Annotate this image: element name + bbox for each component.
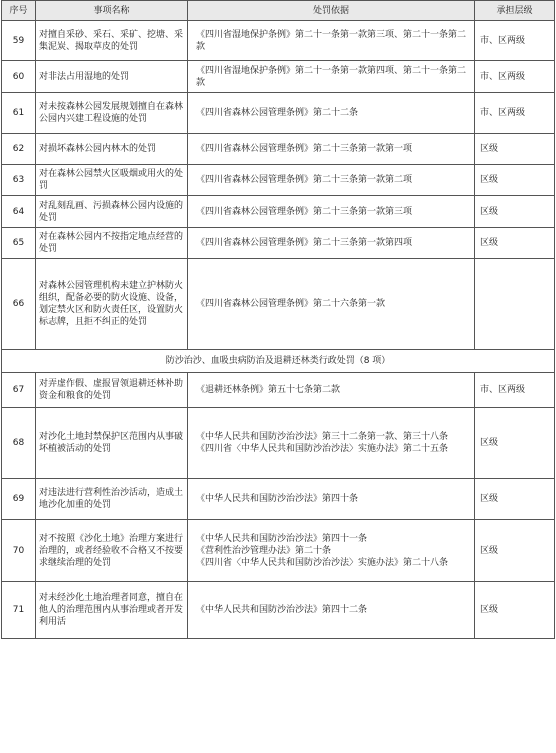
basis-line: 《四川省森林公园管理条例》第二十六条第一款 [196, 299, 386, 309]
table-row [2, 228, 555, 259]
row-item-name: 对不按照《沙化土地》治理方案进行治理的，或者经验收不合格又不按要求继续治理的处罚 [36, 520, 188, 582]
table-row [2, 61, 555, 93]
table-row [2, 259, 555, 350]
basis-line: 《四川省〈中华人民共和国防沙治沙法〉实施办法》第二十八条 [196, 557, 449, 568]
row-item-name: 对未按森林公园发展规划擅自在森林公园内兴建工程设施的处罚 [36, 93, 188, 134]
row-level: 区级 [475, 582, 555, 639]
table-body-b [2, 373, 555, 639]
penalty-table [1, 0, 555, 639]
row-penalty-basis [188, 21, 475, 61]
row-item-name: 对沙化土地封禁保护区范围内从事破坏植被活动的处罚 [36, 408, 188, 479]
row-level: 市、区两级 [475, 21, 555, 61]
row-penalty-basis [188, 373, 475, 408]
table-row [2, 582, 555, 639]
basis-line: 《四川省〈中华人民共和国防沙治沙法〉实施办法》第二十五条 [196, 444, 449, 454]
row-level: 区级 [475, 134, 555, 165]
basis-line: 《四川省森林公园管理条例》第二十二条 [196, 108, 359, 118]
row-number: 67 [2, 373, 36, 408]
table-row [2, 408, 555, 479]
row-item-name: 对森林公园管理机构未建立护林防火组织，配备必要的防火设施、设备，划定禁火区和防火责任区，设置防火标志牌，且拒不纠正的处罚 [36, 259, 188, 350]
row-penalty-basis [188, 408, 475, 479]
row-number: 62 [2, 134, 36, 165]
row-item-name: 对违法进行营利性治沙活动，造成土地沙化加重的处罚 [36, 479, 188, 520]
row-number: 71 [2, 582, 36, 639]
row-number: 68 [2, 408, 36, 479]
basis-line: 《四川省湿地保护条例》第二十一条第一款第三项、第二十一条第二款 [196, 29, 467, 52]
row-number: 61 [2, 93, 36, 134]
header-penalty-basis: 处罚依据 [188, 1, 475, 21]
basis-line: 《中华人民共和国防沙治沙法》第四十条 [196, 494, 359, 504]
basis-line: 《四川省森林公园管理条例》第二十三条第一款第四项 [196, 238, 413, 248]
row-penalty-basis [188, 520, 475, 582]
row-item-name: 对未经沙化土地治理者同意，擅自在他人的治理范围内从事治理或者开发利用活 [36, 582, 188, 639]
row-number: 66 [2, 259, 36, 350]
header-row [2, 1, 555, 21]
table-body-a [2, 21, 555, 350]
table-row [2, 479, 555, 520]
row-penalty-basis [188, 134, 475, 165]
row-number: 70 [2, 520, 36, 582]
row-number: 60 [2, 61, 36, 93]
row-item-name: 对损坏森林公园内林木的处罚 [36, 134, 188, 165]
section-title: 防沙治沙、血吸虫病防治及退耕还林类行政处罚（8 项） [2, 350, 555, 373]
row-level: 市、区两级 [475, 61, 555, 93]
basis-line: 《四川省湿地保护条例》第二十一条第一款第四项、第二十一条第二款 [196, 65, 467, 88]
row-penalty-basis [188, 479, 475, 520]
table-row [2, 21, 555, 61]
row-penalty-basis [188, 61, 475, 93]
table-row [2, 93, 555, 134]
row-level: 市、区两级 [475, 373, 555, 408]
row-penalty-basis [188, 165, 475, 196]
basis-line: 《四川省森林公园管理条例》第二十三条第一款第二项 [196, 175, 413, 185]
row-number: 64 [2, 196, 36, 228]
row-number: 63 [2, 165, 36, 196]
table-row [2, 196, 555, 228]
row-item-name: 对擅自采砂、采石、采矿、挖塘、采集泥炭、揭取草皮的处罚 [36, 21, 188, 61]
row-item-name: 对非法占用湿地的处罚 [36, 61, 188, 93]
row-penalty-basis [188, 196, 475, 228]
row-penalty-basis [188, 259, 475, 350]
basis-line: 《中华人民共和国防沙治沙法》第三十二条第一款、第三十八条 [196, 432, 449, 442]
header-level: 承担层级 [475, 1, 555, 21]
row-level [475, 259, 555, 350]
row-number: 65 [2, 228, 36, 259]
header-number: 序号 [2, 1, 36, 21]
row-level: 区级 [475, 165, 555, 196]
basis-line: 《四川省森林公园管理条例》第二十三条第一款第三项 [196, 206, 413, 217]
section-row [2, 350, 555, 373]
row-item-name: 对弄虚作假、虚报冒领退耕还林补助资金和粮食的处罚 [36, 373, 188, 408]
row-penalty-basis [188, 582, 475, 639]
basis-line: 《中华人民共和国防沙治沙法》第四十一条 [196, 533, 368, 544]
row-level: 区级 [475, 520, 555, 582]
table-row [2, 373, 555, 408]
row-item-name: 对乱刻乱画、污损森林公园内设施的处罚 [36, 196, 188, 228]
basis-line: 《退耕还林条例》第五十七条第二款 [196, 385, 341, 395]
row-level: 市、区两级 [475, 93, 555, 134]
row-level: 区级 [475, 228, 555, 259]
table-row [2, 520, 555, 582]
table-row [2, 134, 555, 165]
row-penalty-basis [188, 228, 475, 259]
table-row [2, 165, 555, 196]
row-level: 区级 [475, 408, 555, 479]
row-number: 59 [2, 21, 36, 61]
row-item-name: 对在森林公园内不按指定地点经营的处罚 [36, 228, 188, 259]
header-item-name: 事项名称 [36, 1, 188, 21]
section-body [2, 350, 555, 373]
basis-line: 《中华人民共和国防沙治沙法》第四十二条 [196, 605, 368, 615]
row-penalty-basis [188, 93, 475, 134]
row-level: 区级 [475, 479, 555, 520]
row-item-name: 对在森林公园禁火区吸烟或用火的处罚 [36, 165, 188, 196]
row-level: 区级 [475, 196, 555, 228]
basis-line: 《四川省森林公园管理条例》第二十三条第一款第一项 [196, 144, 413, 154]
row-number: 69 [2, 479, 36, 520]
basis-line: 《营利性治沙管理办法》第二十条 [196, 545, 332, 556]
